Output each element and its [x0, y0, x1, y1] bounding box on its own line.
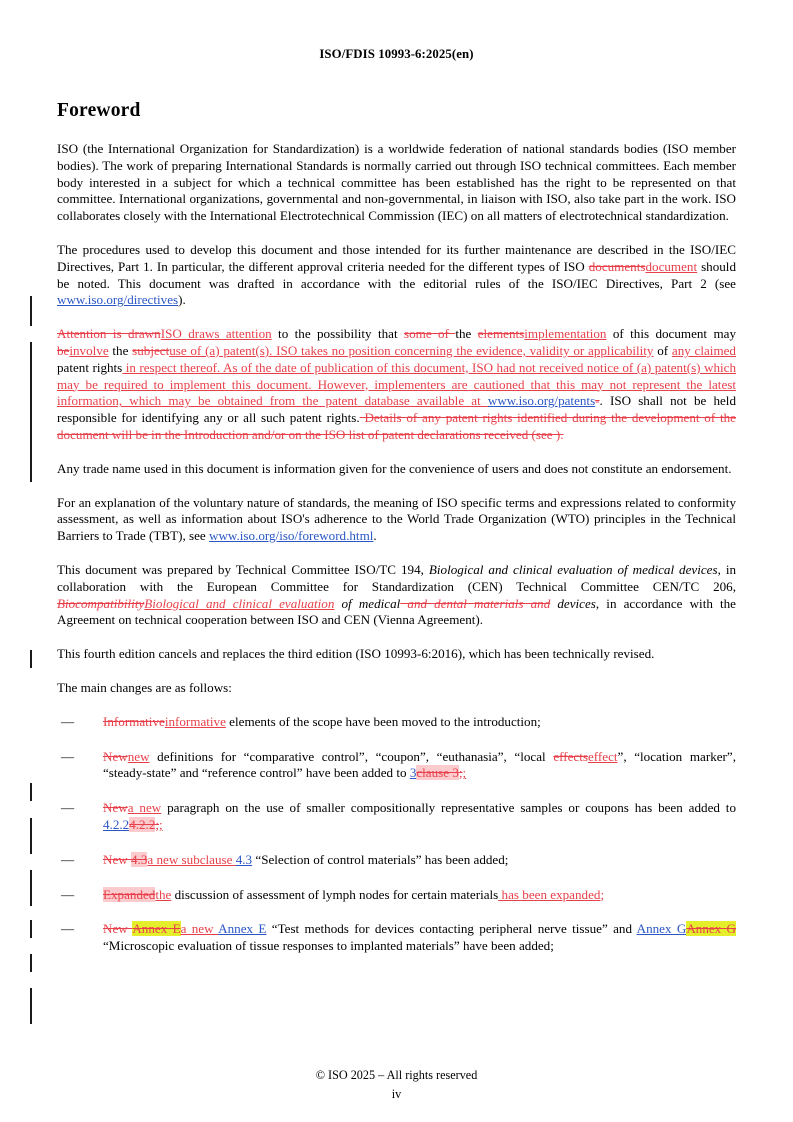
deleted-highlighted-text: 4.3 — [131, 851, 148, 867]
inserted-text: document — [645, 258, 698, 274]
list-item — [57, 852, 736, 869]
text-run: ). — [178, 292, 186, 308]
deleted-text: New — [103, 851, 131, 867]
text-run: For an explanation of the voluntary nature of standards, the meaning of ISO specific terms and expressions related to conformity assessment, as well as information about ISO's adherence to the World Trade Organization (WTO) principles in the Technical Barriers to Trade (TBT), see — [57, 494, 736, 544]
text-run: , in accordance with the Agreement on technical cooperation between ISO and CEN (Vienna Agreement). — [57, 595, 736, 628]
list-dash: — — [61, 886, 75, 902]
text-run: to the possibility that — [271, 326, 404, 342]
paragraph-patent-notice — [57, 326, 736, 444]
inserted-text: ; — [462, 765, 467, 781]
inserted-text: the — [155, 886, 172, 902]
footer-page-number: iv — [391, 1087, 402, 1101]
list-item — [57, 887, 736, 904]
paragraph-voluntary-standards — [57, 495, 736, 545]
change-bar-list-item-5 — [30, 954, 32, 972]
deleted-text: ; — [458, 765, 463, 781]
inserted-reference[interactable]: 4.3 — [235, 851, 253, 867]
page-title: Foreword — [57, 100, 141, 121]
inserted-text: effect — [587, 748, 618, 764]
list-item — [57, 800, 736, 834]
running-head: ISO/FDIS 10993-6:2025(en) — [319, 47, 474, 61]
deleted-text: New — [103, 921, 133, 937]
change-bar-paragraph-6 — [30, 650, 32, 668]
text-run: devices — [550, 595, 596, 611]
text-run: ”, “location marker”, “steady-state” and “reference control” have been added to — [103, 748, 736, 781]
link-iso-patents[interactable]: www.iso.org/patents — [487, 393, 596, 409]
list-dash: — — [61, 748, 75, 764]
document-body — [57, 100, 736, 973]
change-bar-list-item-4 — [30, 920, 32, 938]
change-bar-list-item-2 — [30, 818, 32, 854]
inserted-reference[interactable]: 3 — [409, 765, 417, 781]
link-iso-directives[interactable]: www.iso.org/directives — [57, 292, 179, 308]
list-item — [57, 921, 736, 955]
inserted-reference[interactable]: 4.2.2 — [103, 816, 130, 832]
deleted-text: Details of any patent rights identified during the development of the document will be in the Introduction and/or on the ISO list of patent declarations received (see ). — [57, 410, 736, 442]
text-run: “Test methods for devices contacting peripheral nerve tissue” and — [266, 921, 637, 937]
deleted-text: New — [103, 748, 128, 764]
inserted-text: a new — [127, 800, 162, 816]
text-run: elements of the scope have been moved to the introduction; — [225, 713, 541, 729]
inserted-text: a new subclause — [147, 851, 236, 867]
paragraph-procedures — [57, 242, 736, 309]
list-dash: — — [61, 921, 75, 937]
inserted-text: has been expanded; — [498, 886, 605, 902]
text-run: paragraph on the use of smaller compositionally representative samples or coupons has been added to — [161, 800, 736, 816]
text-run: of — [653, 342, 672, 358]
change-list — [57, 714, 736, 955]
inserted-text: Biological and clinical evaluation — [144, 595, 335, 611]
list-dash: — — [61, 713, 75, 729]
paragraph-technical-committee — [57, 562, 736, 629]
change-bar-list-item-3 — [30, 870, 32, 906]
deleted-text: elements — [477, 326, 525, 342]
inserted-text: involve — [69, 342, 109, 358]
deleted-text: subject — [132, 342, 170, 358]
italic-committee-title: Biological and clinical evaluation of medical devices — [428, 561, 718, 577]
text-run: definitions for “comparative control”, “coupon”, “euthanasia”, “local — [149, 748, 554, 764]
deleted-highlighted-text: Annex G — [686, 921, 737, 937]
link-iso-foreword[interactable]: www.iso.org/iso/foreword.html — [209, 528, 374, 544]
text-run: “Selection of control materials” has been added; — [252, 851, 509, 867]
deleted-text: Attention is drawn — [57, 326, 161, 342]
deleted-text: some of — [404, 326, 456, 342]
inserted-text: informative — [164, 713, 226, 729]
inserted-reference[interactable]: Annex G — [636, 921, 687, 937]
change-bar-list-item-1 — [30, 783, 32, 801]
inserted-reference[interactable]: Annex E — [218, 921, 267, 937]
deleted-text: be — [57, 342, 70, 358]
deleted-text: - — [595, 393, 600, 409]
paragraph-iso-description: ISO (the International Organization for Standardization) is a worldwide federation of national standards bodies (ISO member bodies). The work of preparing International Standards is normally carried out through ISO technical committees. Each member body interested in a subject for which a technical committee has been established has the right to be represented on that committee. International organizations, governmental and non-governmental, in liaison with ISO, also take part in the work. ISO collaborates closely with the International Electrotechnical Commission (IEC) on all matters of electrotechnical standardization. — [57, 141, 736, 224]
deleted-text: Informative — [103, 713, 165, 729]
inserted-text: a new — [180, 921, 219, 937]
text-run: discussion of assessment of lymph nodes for certain materials — [171, 886, 499, 902]
inserted-text: in respect thereof. As of the date of publication of this document, ISO had not received notice of (a) patent(s) which may be required to implement this document. However, implementers are cautioned that this may not represent the latest information, which may be obtained from the patent database available at — [57, 359, 736, 409]
deleted-text: effects — [553, 748, 588, 764]
inserted-text: new — [127, 748, 150, 764]
deleted-text: Biocompatibility — [57, 595, 145, 611]
text-run: of this document may — [606, 326, 737, 342]
text-run: “Microscopic evaluation of tissue responses to implanted materials” have been added; — [103, 938, 554, 954]
footer-copyright: © ISO 2025 – All rights reserved — [315, 1068, 478, 1082]
text-run: , in collaboration with the European Committee for Standardization (CEN) Technical Committee CEN/TC 206, — [57, 561, 737, 594]
text-run: . ISO shall not be held responsible for identifying any or all such patent rights. — [57, 393, 736, 426]
paragraph-fourth-edition: This fourth edition cancels and replaces the third edition (ISO 10993-6:2016), which has been technically revised. — [57, 646, 655, 662]
text-run: patent rights — [57, 359, 123, 375]
inserted-text: ; — [159, 816, 163, 832]
text-run: should be noted. This document was drafted in accordance with the editorial rules of the ISO/IEC Directives, Part 2 (see — [57, 258, 736, 291]
list-dash: — — [61, 851, 75, 867]
text-run: of medical — [334, 595, 401, 611]
list-dash: — — [61, 800, 75, 816]
inserted-text: use of (a) patent(s). ISO takes no position concerning the evidence, validity or applicability — [169, 342, 654, 358]
deleted-highlighted-text: Annex E — [132, 921, 181, 937]
text-run: the — [108, 342, 133, 358]
inserted-text: ISO draws attention — [160, 326, 272, 342]
change-bar-list-item-6 — [30, 988, 32, 1024]
deleted-highlighted-text: 4.2.2 — [129, 816, 156, 832]
deleted-text: New — [103, 800, 128, 816]
list-item — [57, 714, 736, 731]
inserted-text: any claimed — [671, 342, 736, 358]
change-bar-paragraph-3 — [30, 342, 32, 482]
list-item — [57, 749, 736, 783]
deleted-highlighted-text: Expanded — [103, 886, 156, 902]
change-bar-paragraph-2 — [30, 296, 32, 326]
deleted-text: documents — [588, 258, 646, 274]
text-run: . — [373, 528, 377, 544]
paragraph-trade-name: Any trade name used in this document is information given for the convenience of users and does not constitute an endorsement. — [57, 460, 732, 476]
deleted-text: and dental materials and — [400, 595, 551, 611]
paragraph-main-changes-intro: The main changes are as follows: — [57, 679, 232, 695]
inserted-text: implementation — [524, 326, 607, 342]
text-run: The procedures used to develop this document and those intended for its further maintenance are described in the ISO/IEC Directives, Part 1. In particular, the different approval criteria needed for the different types of ISO — [57, 241, 736, 274]
deleted-text: ; — [155, 816, 160, 832]
text-run: This document was prepared by Technical Committee ISO/TC 194, — [57, 561, 429, 577]
text-run: the — [455, 326, 478, 342]
deleted-highlighted-text: clause 3 — [416, 765, 459, 781]
